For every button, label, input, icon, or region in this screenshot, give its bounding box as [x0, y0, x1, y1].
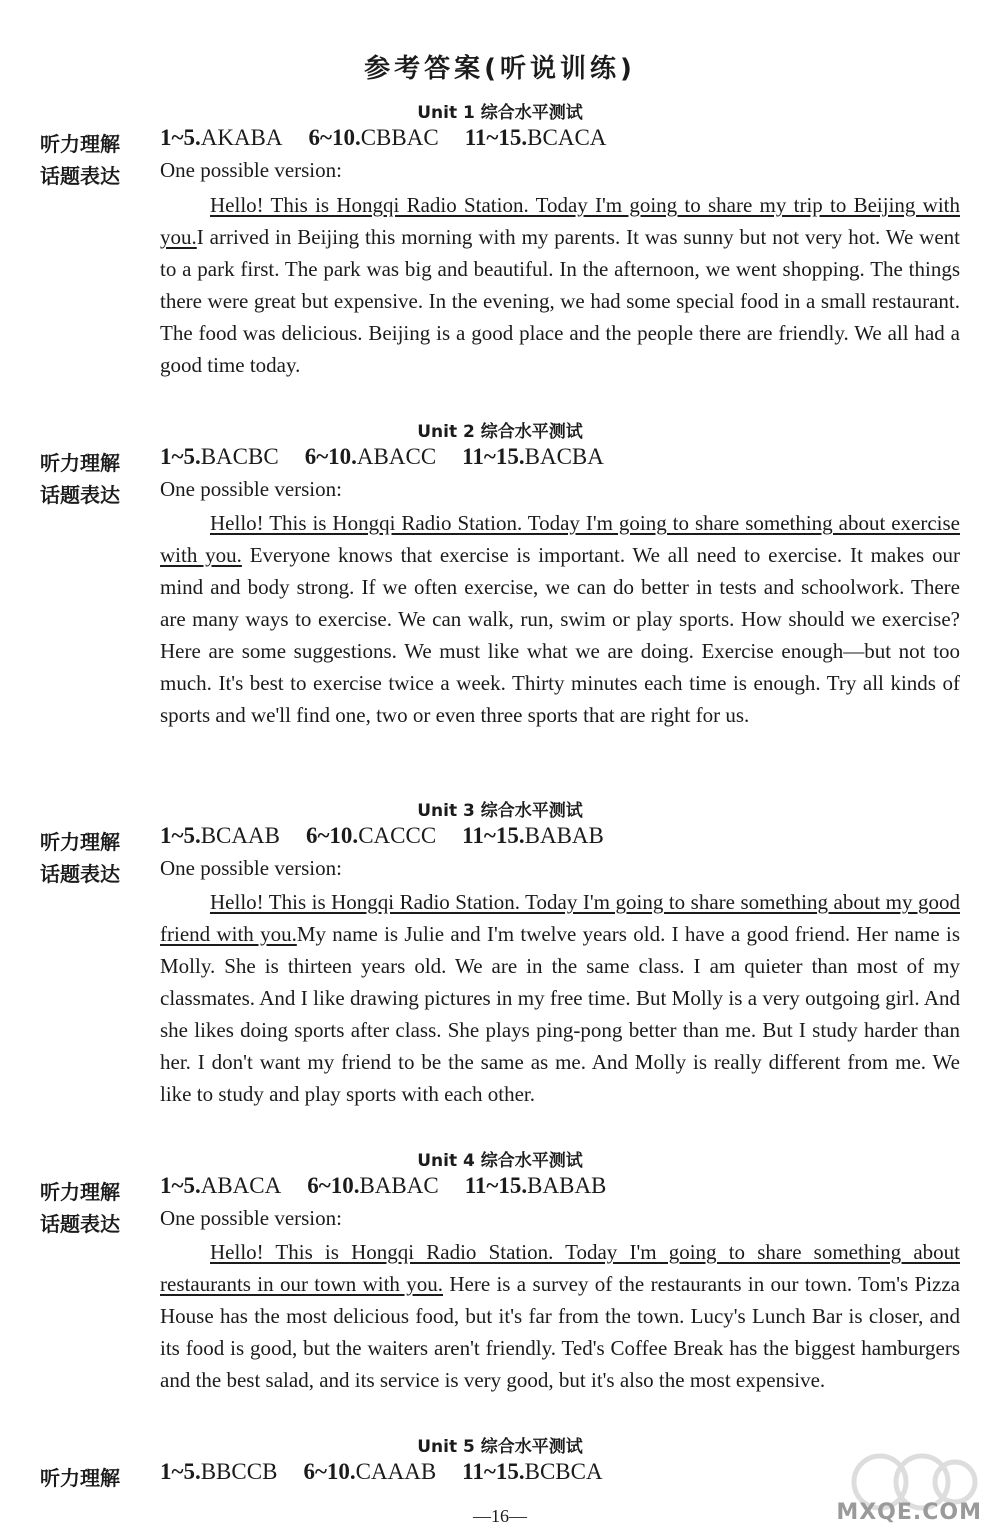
watermark-text: MXQE.COM — [836, 1500, 982, 1525]
unit-2-essay: Hello! This is Hongqi Radio Station. Today I'm going to share something about exercise with you. Everyone knows that exercise is important. We all need to exercise. It makes our mind and body strong. If we often exercise, we can do better in tests and schoolwork. There are many ways to exercise. We can walk, run, swim or play sports. How should we exercise? Here are some suggestions. We must like what we are doing. Exercise enough—but not too much. It's best to exercise twice a week. Thirty minutes each time is enough. Try all kinds of sports and we'll find one, two or even three sports that are right for us. — [160, 511, 961, 727]
unit-4-answers: 1~5.ABACA 6~10.BABAC 11~15.BABAB — [160, 1173, 607, 1198]
listening-label: 听力理解 — [40, 1180, 120, 1204]
unit-3-answers: 1~5.BCAAB 6~10.CACCC 11~15.BABAB — [160, 823, 604, 848]
listening-label: 听力理解 — [40, 830, 120, 854]
unit-1-essay: Hello! This is Hongqi Radio Station. Today I'm going to share my trip to Beijing with you.I arrived in Beijing this morning with my parents. It was sunny but not very hot. We went to a park first. The park was big and beautiful. In the afternoon, we went shopping. The things there were great but expensive. In the evening, we had some special food in a small restaurant. The food was delicious. Beijing is a good place and the people there are friendly. We all had a good time today. — [160, 193, 960, 377]
unit-1-answers: 1~5.AKABA 6~10.CBBAC 11~15.BCACA — [160, 125, 607, 150]
speaking-label: 话题表达 — [40, 483, 120, 507]
listening-label: 听力理解 — [40, 1466, 120, 1490]
speaking-label: 话题表达 — [40, 164, 120, 188]
version-intro: One possible version: — [160, 158, 342, 182]
unit-3-essay: Hello! This is Hongqi Radio Station. Today I'm going to share something about my good friend with you.My name is Julie and I'm twelve years old. I have a good friend. Her name is Molly. She is thirteen years old. We are in the same class. I am quieter than most of my classmates. And I like drawing pictures in my free time. But Molly is a very outgoing girl. And she likes doing sports after class. She plays ping-pong better than me. But I study harder than her. I don't want my friend to be the same as me. And Molly is really different from me. We like to study and play sports with each other. — [160, 890, 960, 1106]
unit-4-heading: Unit 4 综合水平测试 — [417, 1151, 583, 1171]
unit-5-heading: Unit 5 综合水平测试 — [417, 1437, 583, 1457]
page-number: —16— — [473, 1506, 527, 1526]
listening-label: 听力理解 — [40, 132, 120, 156]
version-intro: One possible version: — [160, 477, 342, 501]
version-intro: One possible version: — [160, 856, 342, 880]
page-title: 参考答案(听说训练) — [364, 54, 636, 84]
listening-label: 听力理解 — [40, 451, 120, 475]
unit-2-heading: Unit 2 综合水平测试 — [417, 422, 583, 442]
unit-4-essay: Hello! This is Hongqi Radio Station. Today I'm going to share something about restaurants in our town with you. Here is a survey of the restaurants in our town. Tom's Pizza House has the most delicious food, but it's far from the town. Lucy's Lunch Bar is closer, and its food is good, but the waiters aren't friendly. Ted's Coffee Break has the biggest hamburgers and the best salad, and its service is very good, but it's also the most expensive. — [160, 1240, 960, 1392]
version-intro: One possible version: — [160, 1206, 342, 1230]
unit-2-answers: 1~5.BACBC 6~10.ABACC 11~15.BACBA — [160, 444, 604, 469]
unit-5-answers: 1~5.BBCCB 6~10.CAAAB 11~15.BCBCA — [160, 1459, 603, 1484]
speaking-label: 话题表达 — [40, 1212, 120, 1236]
unit-3-heading: Unit 3 综合水平测试 — [417, 801, 583, 821]
speaking-label: 话题表达 — [40, 862, 120, 886]
unit-1-heading: Unit 1 综合水平测试 — [417, 103, 583, 123]
